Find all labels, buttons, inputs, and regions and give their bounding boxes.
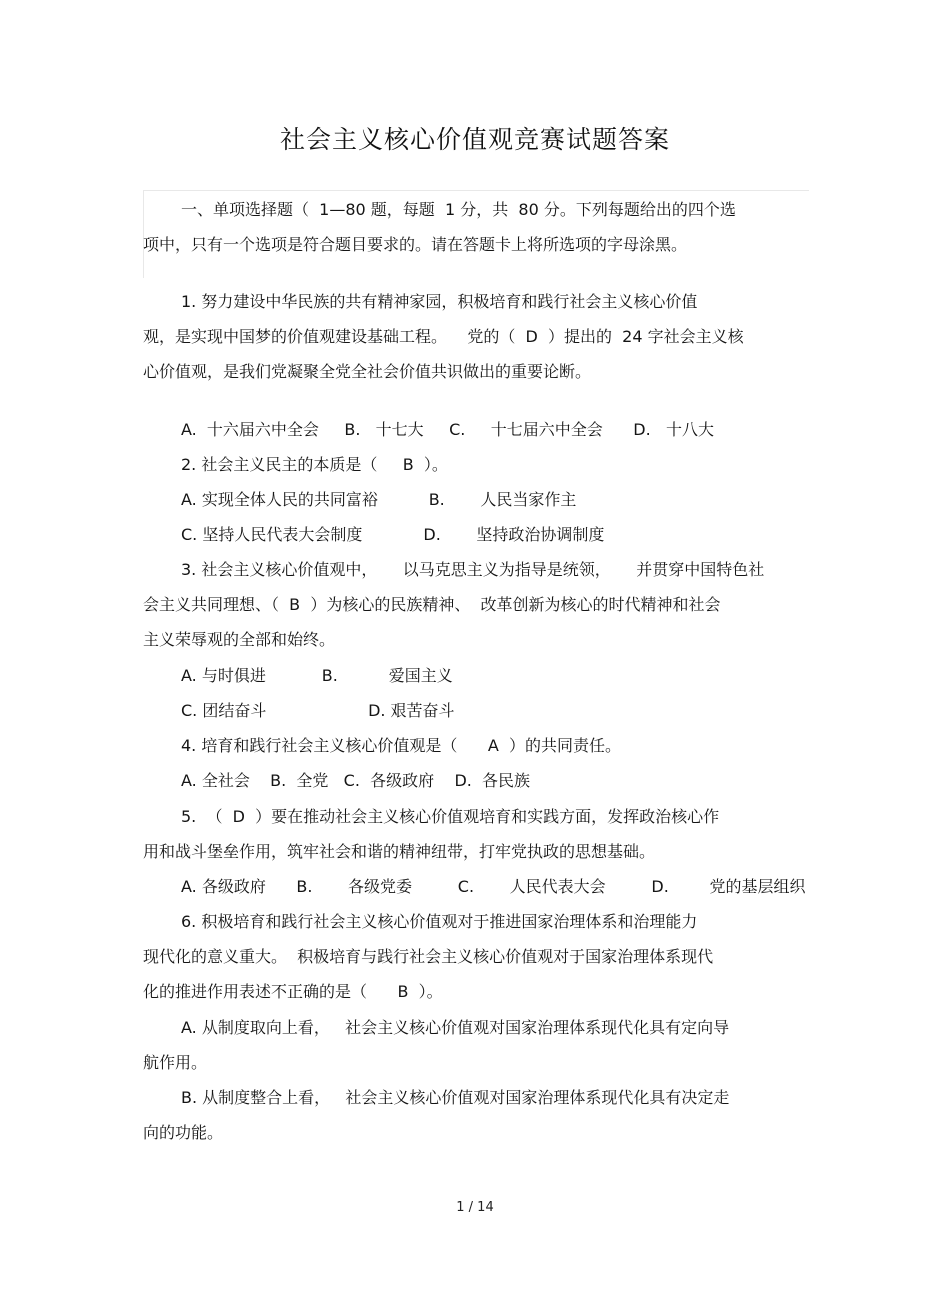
- question-3-line-1: 3. 社会主义核心价值观中， 以马克思主义为指导是统领， 并贯穿中国特色社: [181, 560, 765, 579]
- question-5-line-1: 5. （ D ）要在推动社会主义核心价值观培育和实践方面，发挥政治核心作: [181, 807, 720, 826]
- question-6-option-b-line-2: 向的功能。: [143, 1123, 224, 1142]
- question-6-option-a-line-1: A. 从制度取向上看， 社会主义核心价值观对国家治理体系现代化具有定向导: [181, 1018, 730, 1037]
- question-3-options-ab: A. 与时俱进 B. 爱国主义: [181, 666, 453, 685]
- question-3-line-2: 会主义共同理想、（ B ）为核心的民族精神、 改革创新为核心的时代精神和社会: [143, 595, 721, 614]
- question-4-options: A. 全社会 B. 全党 C. 各级政府 D. 各民族: [181, 771, 531, 790]
- question-6-line-1: 6. 积极培育和践行社会主义核心价值观对于推进国家治理体系和治理能力: [181, 912, 698, 931]
- question-5-options: A. 各级政府 B. 各级党委 C. 人民代表大会 D. 党的基层组织: [181, 877, 806, 896]
- question-1-line-3: 心价值观，是我们党凝聚全党全社会价值共识做出的重要论断。: [143, 362, 592, 381]
- question-6-line-3: 化的推进作用表述不正确的是（ B ）。: [143, 982, 443, 1001]
- question-3-line-3: 主义荣辱观的全部和始终。: [143, 630, 336, 649]
- question-1-line-2: 观，是实现中国梦的价值观建设基础工程。 党的（ D ）提出的 24 字社会主义核: [143, 327, 744, 346]
- question-5-line-2: 用和战斗堡垒作用，筑牢社会和谐的精神纽带，打牢党执政的思想基础。: [143, 842, 656, 861]
- section-heading-line-1: 一、单项选择题（ 1—80 题，每题 1 分，共 80 分。下列每题给出的四个选: [181, 200, 736, 219]
- question-1-options: A. 十六届六中全会 B. 十七大 C. 十七届六中全会 D. 十八大: [181, 420, 714, 439]
- section-heading-line-2: 项中，只有一个选项是符合题目要求的。请在答题卡上将所选项的字母涂黑。: [143, 235, 688, 254]
- question-1-line-1: 1. 努力建设中华民族的共有精神家园，积极培育和践行社会主义核心价值: [181, 292, 698, 311]
- question-2-options-ab: A. 实现全体人民的共同富裕 B. 人民当家作主: [181, 490, 577, 509]
- question-4-stem: 4. 培育和践行社会主义核心价值观是（ A ）的共同责任。: [181, 736, 621, 755]
- question-2-stem: 2. 社会主义民主的本质是（ B ）。: [181, 455, 448, 474]
- page-title: 社会主义核心价值观竞赛试题答案: [279, 125, 670, 154]
- text-frame-top-border: [143, 190, 809, 191]
- question-6-option-a-line-2: 航作用。: [143, 1053, 208, 1072]
- question-3-options-cd: C. 团结奋斗 D. 艰苦奋斗: [181, 701, 455, 720]
- question-6-line-2: 现代化的意义重大。 积极培育与践行社会主义核心价值观对于国家治理体系现代: [143, 947, 714, 966]
- question-6-option-b-line-1: B. 从制度整合上看， 社会主义核心价值观对国家治理体系现代化具有决定走: [181, 1088, 730, 1107]
- question-2-options-cd: C. 坚持人民代表大会制度 D. 坚持政治协调制度: [181, 525, 605, 544]
- page-number: 1 / 14: [456, 1200, 494, 1215]
